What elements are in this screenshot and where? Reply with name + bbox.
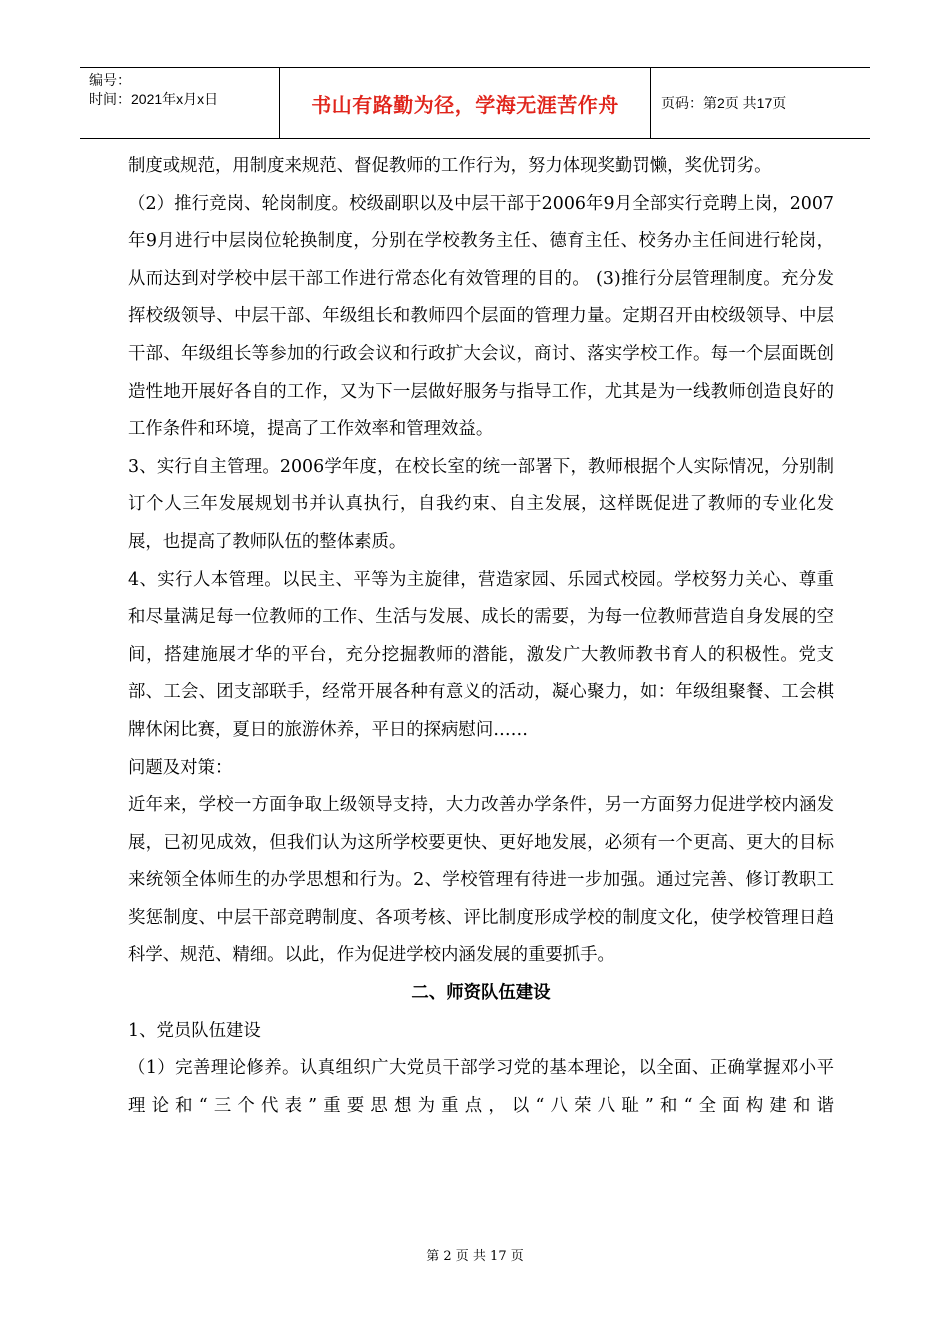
document-number: 编号： <box>89 72 131 88</box>
document-body <box>128 148 834 1125</box>
header-page-info: 页码：第2页 共17页 <box>661 95 787 111</box>
paragraph: 3、实行自主管理。2006学年度，在校长室的统一部署下，教师根据个人实际情况，分别制订个人三年发展规划书并认真执行，自我约束、自主发展，这样既促进了教师的专业化发展，也提高了教师队伍的整体素质。 <box>128 456 834 552</box>
paragraph: 1、党员队伍建设 <box>128 1020 261 1041</box>
header-motto: 书山有路勤为径，学海无涯苦作舟 <box>311 92 619 117</box>
paragraph: （2）推行竞岗、轮岗制度。校级副职以及中层干部于2006年9月全部实行竞聘上岗，2007年9月进行中层岗位轮换制度，分别在学校教务主任、德育主任、校务办主任间进行轮岗，从而达到对学校中层干部工作进行常态化有效管理的目的。 (3)推行分层管理制度。充分发挥校级领导、中层干部、年级组长和教师四个层面的管理力量。定期召开由校级领导、中层干部、年级组长等参加的行政会议和行政扩大会议，商讨、落实学校工作。每一个层面既创造性地开展好各自的工作，又为下一层做好服务与指导工作，尤其是为一线教师创造良好的工作条件和环境，提高了工作效率和管理效益。 <box>128 193 834 440</box>
paragraph: 问题及对策： <box>128 757 233 778</box>
header-motto-cell <box>280 68 651 138</box>
page-header <box>80 67 870 139</box>
paragraph: 制度或规范，用制度来规范、督促教师的工作行为，努力体现奖勤罚懒，奖优罚劣。 <box>128 156 772 176</box>
header-meta <box>80 68 280 138</box>
paragraph: （1）完善理论修养。认真组织广大党员干部学习党的基本理论，以全面、正确掌握邓小平理论和“三个代表”重要思想为重点，以“八荣八耻”和“全面构建和谐 <box>128 1058 834 1116</box>
page-footer: 第 2 页 共 17 页 <box>426 1249 524 1264</box>
paragraph: 4、实行人本管理。以民主、平等为主旋律，营造家园、乐园式校园。学校努力关心、尊重和尽量满足每一位教师的工作、生活与发展、成长的需要，为每一位教师营造自身发展的空间，搭建施展才华的平台，充分挖掘教师的潜能，激发广大教师教书育人的积极性。党支部、工会、团支部联手，经常开展各种有意义的活动，凝心聚力，如：年级组聚餐、工会棋牌休闲比赛，夏日的旅游休养，平日的探病慰问…… <box>128 569 834 740</box>
document-date: 时间：2021年x月x日 <box>89 91 219 107</box>
section-heading: 二、师资队伍建设 <box>411 983 551 1004</box>
paragraph: 近年来，学校一方面争取上级领导支持，大力改善办学条件，另一方面努力促进学校内涵发展，已初见成效，但我们认为这所学校要更快、更好地发展，必须有一个更高、更大的目标来统领全体师生的办学思想和行为。2、学校管理有待进一步加强。通过完善、修订教职工奖惩制度、中层干部竞聘制度、各项考核、评比制度形成学校的制度文化，使学校管理日趋科学、规范、精细。以此，作为促进学校内涵发展的重要抓手。 <box>128 795 834 966</box>
